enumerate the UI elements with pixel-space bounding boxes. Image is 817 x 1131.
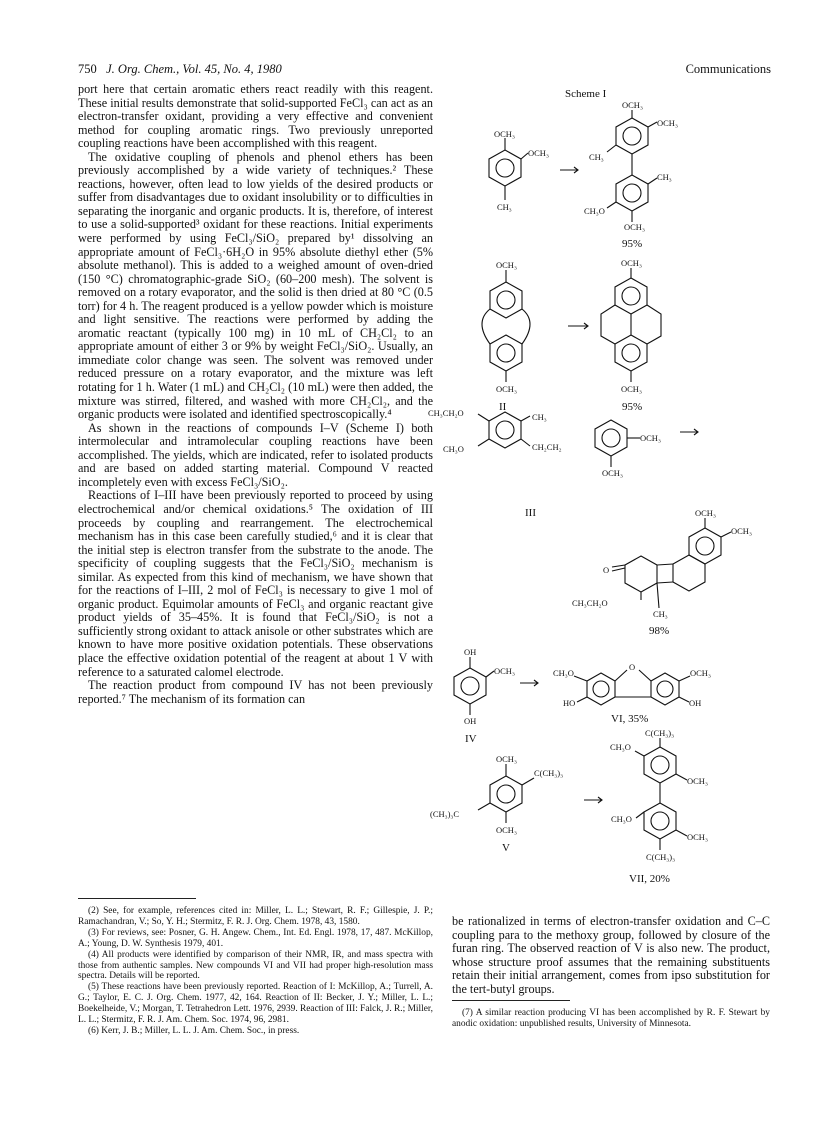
methoxy-label: OCH₃ (622, 100, 643, 110)
methoxy-label: OCH₃ (496, 260, 517, 270)
benzene-ring (644, 803, 676, 839)
benzene-ring (490, 335, 522, 371)
hydroxy-label: OH (464, 647, 477, 657)
methoxy-label: OCH₃ (494, 666, 515, 676)
methoxy-label: CH₃O (611, 814, 632, 824)
methoxy-label: OCH₃ (657, 118, 678, 128)
compound-number: V (502, 842, 510, 854)
paragraph: The reaction product from compound IV has not been previously reported.⁷ The mechanism of its formation can (78, 678, 433, 706)
paragraph: Reactions of I–III have been previously reported to proceed by using electrochemical and/or chemical oxidations.⁵ The oxidation of III proceeds by coupling and rearrangement. The electrochemical mechanism has in this case been carefully studied,⁶ and it is clear that the initial step is electron transfer from the substrate to the anode. The specificity of coupling suggests that the FeCl₃/SiO₂ mechanism is similar. As expected from this kind of mechanism, we have shown that for the reactions of I–III, 2 mol of FeCl₃ is necessary to give 1 mol of organic product. Equimolar amounts of FeCl₃ and organic reactant give product yields of 35–45%. It is found that FeCl₃/SiO₂ is not a sufficiently strong oxidant to attack anisole or other substrates which are known to have more positive oxidation potentials. These observations place the effective oxidation potential of the reagent at about 1 V with reference to a saturated calomel electrode. (78, 488, 433, 679)
methyl-label: CH₃ (532, 412, 547, 422)
methoxy-label: OCH₃ (496, 754, 517, 764)
benzene-ring (587, 673, 615, 705)
methoxy-label: OCH₃ (695, 508, 716, 518)
footnote: (6) Kerr, J. B.; Miller, L. L. J. Am. Chem. Soc., in press. (88, 1025, 300, 1036)
ethoxy-label: CH₃CH₂O (428, 408, 464, 418)
yield-label: VI, 35% (611, 713, 649, 725)
benzene-ring (489, 150, 521, 186)
methoxy-label: OCH₃ (621, 258, 642, 268)
section-title: Communications (685, 62, 771, 76)
methoxy-label: CH₃O (610, 742, 631, 752)
page-number: 750 (78, 62, 97, 76)
tert-butyl-label: C(CH₃)₃ (534, 768, 564, 778)
methoxy-label: OCH₃ (624, 222, 645, 232)
footnotes-left (78, 906, 433, 1037)
methoxy-label: OCH₃ (496, 825, 517, 835)
scheme-title: Scheme I (565, 88, 607, 100)
compound-number: III (525, 507, 536, 519)
benzene-ring (490, 776, 522, 812)
journal-citation: J. Org. Chem., Vol. 45, No. 4, 1980 (106, 62, 282, 76)
benzene-ring (689, 528, 721, 564)
tert-butyl-label: (CH₃)₃C (430, 809, 460, 819)
compound-number: II (499, 401, 507, 413)
footnote: (4) All products were identified by comparison of their NMR, IR, and mass spectra with those from authentic samples. New compounds VI and VII had proper high-resolution mass spectra. Details will be reported. (78, 949, 433, 982)
paragraph: port here that certain aromatic ethers react readily with this reagent. These initial results demonstrate that solid-supported FeCl₃ can act as an electron-transfer oxidant, providing a very effective and convenient method for coupling aromatic rings. Two previously unreported coupling reactions have been accomplished with this reagent. (78, 82, 433, 151)
benzene-ring (615, 335, 647, 371)
paragraph: The oxidative coupling of phenols and phenol ethers has been previously accomplished by a wide variety of techniques.² These reactions, however, often lead to low yields of the desired products or suffer from disadvantages due to oxidant insolubility or to difficulties in separating the inorganic and organic products. It is, therefore, of interest to use a solid-supported³ oxidant for these reactions. Initial experiments were performed by using FeCl₃/SiO₂ prepared by¹ dissolving an appropriate amount of FeCl₃·6H₂O in 95% absolute diethyl ether (5% absolute methanol). This is added to a weighed amount of oven-dried (150 °C) chromatographic-grade SiO₂ (60–200 mesh). The solvent is removed on a rotary evaporator, and the solid is then dried at 80 °C (0.5 torr) for 4 h. The reagent produced is a yellow powder which is moisture and light sensitive. The reactions were performed by adding the aromatic reactant (typically 100 mg) in 10 mL of CH₂Cl₂ to an appropriate amount of either 3 or 9% by weight FeCl₃/SiO₂. Usually, an immediate color change was seen. The solvent was removed under reduced pressure on a rotary evaporator, and the mixture was left rotating for 1 h. Water (1 mL) and CH₂Cl₂ (10 mL) were then added, the mixture was stirred, filtered, and washed with more CH₂Cl₂, and the organic products were isolated and identified spectroscopically.⁴ (78, 149, 433, 422)
right-column-text: be rationalized in terms of electron-transfer oxidation and C–C coupling para to the methoxy group, followed by closure of the furan ring. The observed reaction of V is also new. The product, whose structure proof assumes that the remaining substituents retain their initial arrangement, comes from ipso substitution for the tert-butyl groups. (452, 914, 770, 996)
ethoxy-label: CH₃CH₂O (572, 598, 608, 608)
methyl-label: CH₃ (657, 172, 672, 182)
methoxy-label: CH₃O (443, 444, 464, 454)
yield-label: VII, 20% (629, 873, 670, 885)
benzene-ring (651, 673, 679, 705)
tert-butyl-label: C(CH₃)₃ (645, 728, 675, 738)
methoxy-label: OCH₃ (494, 129, 515, 139)
benzene-ring (644, 747, 676, 783)
methoxy-label: OCH₃ (690, 668, 711, 678)
benzene-ring (490, 282, 522, 318)
paragraph: As shown in the reactions of compounds I–V (Scheme I) both intermolecular and intramolecular coupling reactions have been accomplished. The yields, which are indicated, refer to isolated products and are based on added starting material. Compound V reacted incompletely even with excess FeCl₃/SiO₂. (78, 420, 433, 489)
carbonyl-oxygen: O (603, 565, 610, 575)
benzene-ring (489, 412, 521, 448)
methoxy-label: OCH₃ (602, 468, 623, 478)
hydroxy-label: OH (464, 716, 477, 726)
tert-butyl-label: C(CH₃)₃ (646, 852, 676, 862)
footnote: (3) For reviews, see: Posner, G. H. Angew. Chem., Int. Ed. Engl. 1978, 17, 487. McKillop, A.; Young, D. W. Synthesis 1979, 401. (78, 927, 433, 949)
methoxy-label: CH₃O (553, 668, 574, 678)
benzene-ring (616, 175, 648, 211)
yield-label: 95% (622, 401, 643, 413)
methoxy-label: OCH₃ (731, 526, 752, 536)
benzene-ring (595, 420, 627, 456)
methoxy-label: OCH₃ (640, 433, 661, 443)
footnote: (2) See, for example, references cited in: Miller, L. L.; Stewart, R. F.; Gillespie, J. P.; Ramachandran, V.; So, Y. H.; Stermitz, F. R. J. Org. Chem. 1978, 43, 1580. (78, 906, 433, 927)
benzene-ring (616, 118, 648, 154)
yield-label: 98% (649, 625, 670, 637)
ethylene-label: CH₂CH₂ (532, 442, 562, 452)
footnote-7: (7) A similar reaction producing VI has been accomplished by R. F. Stewart by anodic oxidation: unpublished results, University of Minnesota. (452, 1008, 770, 1029)
methyl-label: CH₃ (497, 202, 512, 212)
hydroxy-label: HO (563, 698, 576, 708)
footnote-rule (452, 1000, 570, 1001)
footnote: (5) These reactions have been previously reported. Reaction of I: McKillop, A.; Turrell, A. G.; Taylor, E. C. J. Org. Chem. 1977, 42, 164. Reaction of II: Becker, J. Y.; Miller, L. L.; Boekelheide, V.; Morgan, T. Tetrahedron Lett. 1976, 2939. Reaction of III: Falck, J. R.; Miller, L. L.; Stermitz, F. R. J. Am. Chem. Soc. 1974, 96, 2981. (78, 982, 433, 1026)
methoxy-label: OCH₃ (687, 832, 708, 842)
benzene-ring (454, 668, 486, 704)
furan-oxygen: O (629, 662, 636, 672)
methoxy-label: OCH₃ (496, 384, 517, 394)
methyl-label: CH₃ (589, 152, 604, 162)
methoxy-label: OCH₃ (687, 776, 708, 786)
cyclohexane-ring (673, 555, 705, 591)
methoxy-label: OCH₃ (528, 148, 549, 158)
yield-label: 95% (622, 238, 643, 250)
hydroxy-label: OH (689, 698, 702, 708)
methoxy-label: CH₃O (584, 206, 605, 216)
cyclohexadienone-ring (625, 556, 657, 592)
compound-number: IV (465, 733, 477, 745)
benzene-ring (615, 278, 647, 314)
methyl-label: CH₃ (653, 609, 668, 619)
methoxy-label: OCH₃ (621, 384, 642, 394)
